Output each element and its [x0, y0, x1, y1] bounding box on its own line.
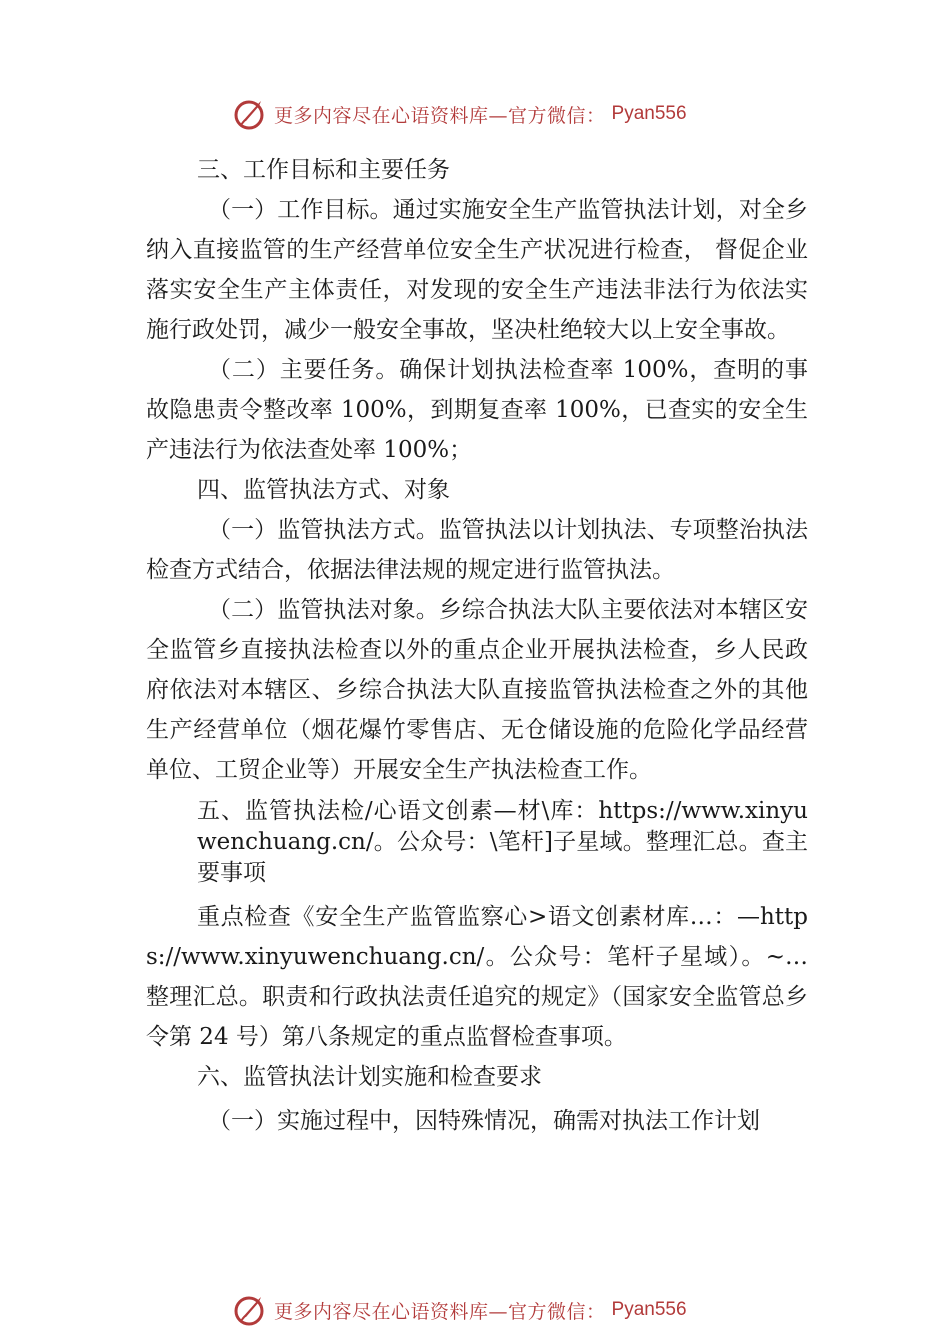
header-watermark — [232, 96, 752, 132]
paragraph-key-inspection: 重点检查《安全生产监管监察心>语文创素材库…：—https://www.xinyuwenchuang.cn/。公众号：笔杆子星域）。~…整理汇总。职责和行政执法责任追究的规定》（国家安全监管总乡令第 24 号）第八条规定的重点监督检查事项。 — [146, 904, 808, 1050]
watermark-wechat-id: Pyan556 — [611, 103, 687, 124]
footer-watermark — [232, 1292, 752, 1328]
document-body — [146, 150, 808, 1141]
watermark-text: 更多内容尽在心语资料库—官方微信： — [274, 104, 606, 127]
section-heading-3: 三、工作目标和主要任务 — [197, 157, 450, 183]
quill-logo-icon — [232, 1292, 268, 1328]
paragraph-enforcement-method: （一）监管执法方式。监管执法以计划执法、专项整治执法检查方式结合，依据法律法规的规定进行监管执法。 — [146, 517, 808, 583]
section-heading-5: 五、监管执法检/心语文创素—材\库：https://www.xinyuwenchuang.cn/。公众号：\笔杆]子星域。整理汇总。查主要事项 — [197, 798, 808, 886]
watermark-text: 更多内容尽在心语资料库—官方微信： — [274, 1300, 606, 1323]
paragraph-implementation: （一）实施过程中，因特殊情况，确需对执法工作计划 — [208, 1108, 760, 1134]
paragraph-enforcement-target: （二）监管执法对象。乡综合执法大队主要依法对本辖区安全监管乡直接执法检查以外的重点企业开展执法检查，乡人民政府依法对本辖区、乡综合执法大队直接监管执法检查之外的其他生产经营单位（烟花爆竹零售店、无仓储设施的危险化学品经营单位、工贸企业等）开展安全生产执法检查工作。 — [146, 597, 808, 783]
paragraph-work-goal: （一）工作目标。通过实施安全生产监管执法计划，对全乡纳入直接监管的生产经营单位安全生产状况进行检查， 督促企业落实安全生产主体责任，对发现的安全生产违法非法行为依法实施行政处罚，减少一般安全事故，坚决杜绝较大以上安全事故。 — [146, 197, 808, 343]
paragraph-main-tasks: （二）主要任务。确保计划执法检查率 100%，查明的事故隐患责令整改率 100%，到期复查率 100%，已查实的安全生产违法行为依法查处率 100%； — [146, 357, 808, 463]
section-heading-6: 六、监管执法计划实施和检查要求 — [197, 1064, 542, 1090]
quill-logo-icon — [232, 96, 268, 132]
section-heading-4: 四、监管执法方式、对象 — [197, 477, 450, 503]
watermark-wechat-id: Pyan556 — [611, 1299, 687, 1320]
